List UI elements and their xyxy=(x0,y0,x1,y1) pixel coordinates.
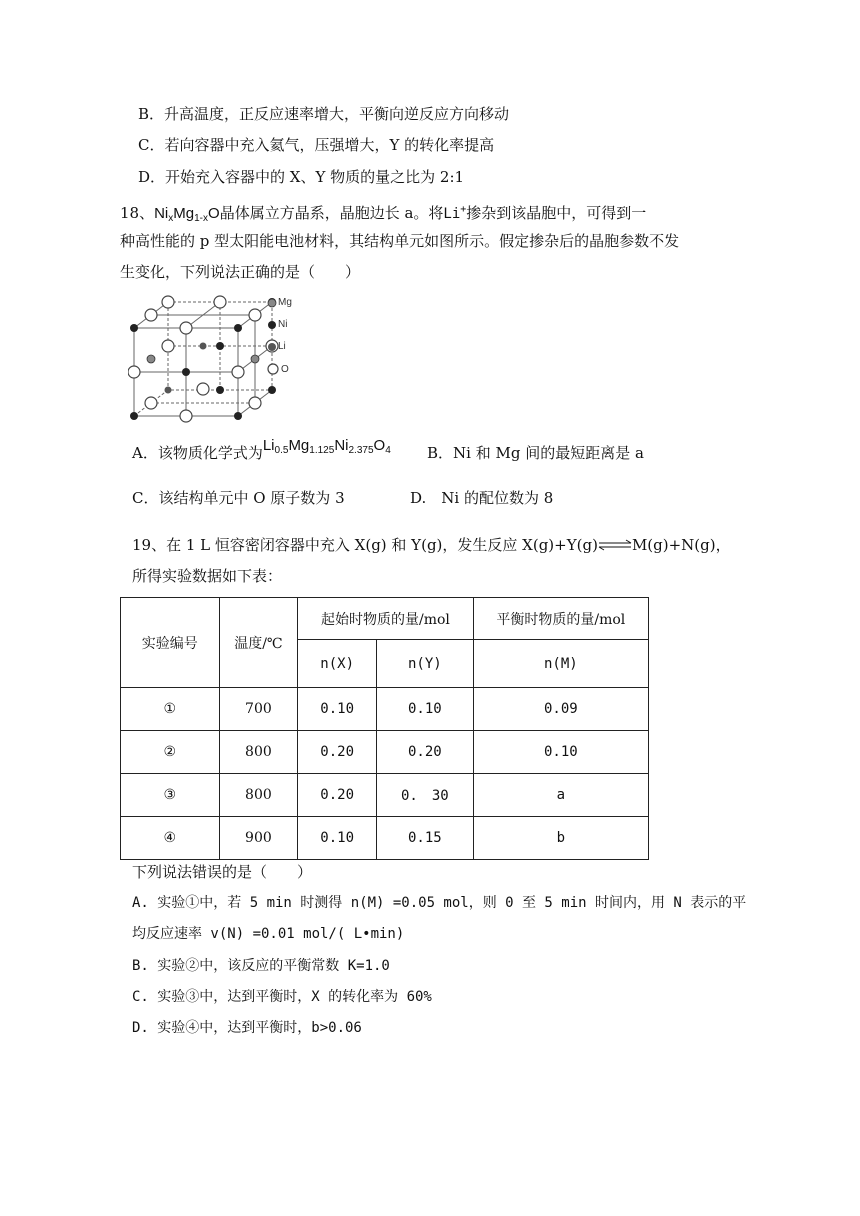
cell-temp: 800 xyxy=(219,774,298,817)
q19-option-d: D. 实验④中，达到平衡时，b>0.06 xyxy=(132,1020,362,1036)
header-temperature: 温度/℃ xyxy=(219,598,298,688)
cell-temp: 700 xyxy=(219,688,298,731)
q18-option-c: C．该结构单元中 O 原子数为 3 xyxy=(132,489,345,507)
q18-option-b: B．Ni 和 Mg 间的最短距离是 a xyxy=(427,444,644,462)
table-header-row xyxy=(121,598,649,640)
cell-nm: a xyxy=(473,774,648,817)
header-ny: n(Y) xyxy=(377,640,474,688)
q19-question: 下列说法错误的是（ ） xyxy=(132,863,313,881)
cell-ny: 0. 30 xyxy=(377,774,474,817)
header-nx: n(X) xyxy=(298,640,377,688)
cell-nm: 0.10 xyxy=(473,731,648,774)
q18-stem-line3: 生变化，下列说法正确的是（ ） xyxy=(120,263,361,281)
q18-option-d: D. Ni 的配位数为 8 xyxy=(410,489,554,507)
cell-temp: 800 xyxy=(219,731,298,774)
table-row xyxy=(121,731,649,774)
legend-mg: Mg xyxy=(278,297,292,308)
q19-option-b: B. 实验②中，该反应的平衡常数 K=1.0 xyxy=(132,958,390,974)
cell-nm: b xyxy=(473,817,648,860)
q19-option-a-line1: A. 实验①中，若 5 min 时测得 n(M) =0.05 mol，则 0 至 5 min 时间内，用 N 表示的平 xyxy=(132,895,747,911)
cell-nx: 0.10 xyxy=(298,817,377,860)
reversible-arrow-icon xyxy=(598,539,632,551)
q18-number: 18、 xyxy=(120,204,155,222)
legend-o: O xyxy=(281,364,289,375)
table-row xyxy=(121,817,649,860)
q18-formula: $Ni_xMg_{1-x}O$ xyxy=(154,205,220,224)
experiment-data-table xyxy=(120,597,649,860)
q18-option-a: A．该物质化学式为$Li_{0.5}Mg_{1.125}Ni_{2.375}O_4$ xyxy=(132,437,391,462)
legend-li: Li xyxy=(278,341,286,352)
cell-exp: ④ xyxy=(121,817,220,860)
cell-ny: 0.15 xyxy=(377,817,474,860)
q19-option-a-line2: 均反应速率 v(N) =0.01 mol/( L•min) xyxy=(132,926,405,942)
cell-ny: 0.10 xyxy=(377,688,474,731)
cell-ny: 0.20 xyxy=(377,731,474,774)
cell-nx: 0.10 xyxy=(298,688,377,731)
table-row xyxy=(121,688,649,731)
q17-option-d: D．开始充入容器中的 X、Y 物质的量之比为 2:1 xyxy=(138,168,465,186)
cell-nx: 0.20 xyxy=(298,731,377,774)
q18-option-a-formula: $Li_{0.5}Mg_{1.125}Ni_{2.375}O_4$ xyxy=(262,437,391,456)
q19-stem-line2: 所得实验数据如下表： xyxy=(132,567,283,585)
cell-nm: 0.09 xyxy=(473,688,648,731)
header-initial-amount: 起始时物质的量/mol xyxy=(298,598,473,640)
cell-exp: ① xyxy=(121,688,220,731)
legend-ni: Ni xyxy=(278,319,288,330)
q19-option-c: C. 实验③中，达到平衡时，X 的转化率为 60% xyxy=(132,989,432,1005)
cell-exp: ② xyxy=(121,731,220,774)
q18-stem-line1: 18、$Ni_xMg_{1-x}O$晶体属立方晶系，晶胞边长 a。将Li+掺杂到该晶胞中，可得到一 xyxy=(120,204,647,224)
header-equilibrium-amount: 平衡时物质的量/mol xyxy=(473,598,648,640)
q19-stem-line1: 19、在 1 L 恒容密闭容器中充入 X(g) 和 Y(g)，发生反应 X(g)+Y(g) M(g)+N(g)， xyxy=(132,536,731,554)
header-nm: n(M) xyxy=(473,640,648,688)
cell-temp: 900 xyxy=(219,817,298,860)
table-row xyxy=(121,774,649,817)
cell-nx: 0.20 xyxy=(298,774,377,817)
header-experiment: 实验编号 xyxy=(121,598,220,688)
q18-stem-line2: 种高性能的 p 型太阳能电池材料，其结构单元如图所示。假定掺杂后的晶胞参数不发 xyxy=(120,232,680,250)
q17-option-c: C．若向容器中充入氦气，压强增大，Y 的转化率提高 xyxy=(138,136,495,154)
q17-option-b: B．升高温度，正反应速率增大，平衡向逆反应方向移动 xyxy=(138,105,510,123)
cell-exp: ③ xyxy=(121,774,220,817)
li-ion: Li+ xyxy=(443,204,467,222)
